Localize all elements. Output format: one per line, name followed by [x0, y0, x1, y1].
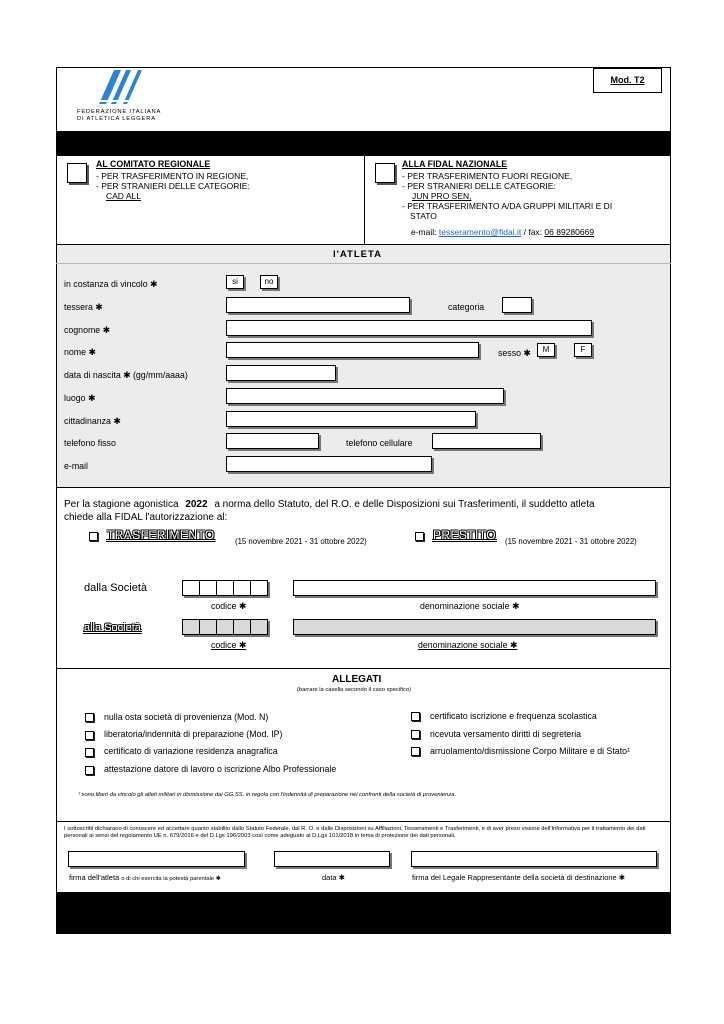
fax-label: / fax:	[523, 227, 543, 237]
season-text-request: chiede alla FIDAL l'autorizzazione al:	[64, 512, 228, 523]
mobile-label: telefono cellulare	[346, 438, 413, 448]
season-request-text	[64, 498, 664, 524]
federation-name	[77, 109, 161, 123]
to-code-label: codice ✱	[211, 640, 247, 650]
attachment-left-label-2: liberatoria/indennità di preparazione (Mod. IP)	[104, 729, 283, 739]
federation-line-1: FEDERAZIONE ITALIANA	[77, 109, 162, 115]
attachment-left-checkbox-3[interactable]	[85, 748, 94, 757]
date-label: data ✱	[322, 873, 345, 882]
regional-title: AL COMITATO REGIONALE	[96, 159, 211, 169]
from-society-label: dalla Società	[84, 582, 147, 594]
footer-band	[56, 892, 671, 934]
season-text-main: a norma dello Statuto, del R.O. e delle Disposizioni sui Trasferimenti, il suddetto atleta	[214, 499, 595, 510]
athlete-signature-text: firma dell'atleta	[69, 873, 120, 882]
to-society-label: alla Società	[84, 622, 141, 634]
regional-checkbox[interactable]	[67, 163, 87, 183]
attachment-right-label-2: ricevuta versamento diritti di segreteria	[430, 729, 582, 739]
athlete-signature-note: o di chi esercita la potestà parentale ✱	[121, 876, 221, 882]
section-divider-request	[56, 487, 671, 488]
from-society-name-field[interactable]	[293, 580, 656, 596]
transfer-dates: (15 novembre 2021 - 31 ottobre 2022)	[235, 537, 367, 546]
category-field[interactable]	[502, 297, 532, 313]
sex-male-checkbox[interactable]: M	[537, 343, 555, 357]
to-society-name-field[interactable]	[293, 619, 656, 635]
loan-checkbox[interactable]	[415, 532, 424, 541]
surname-field[interactable]	[226, 320, 592, 336]
attachment-right-checkbox-2[interactable]	[411, 730, 420, 739]
season-text-prefix: Per la stagione agonistica	[64, 499, 179, 510]
card-label: tessera ✱	[64, 302, 103, 312]
email-label: e-mail:	[411, 227, 437, 237]
athlete-email-label: e-mail	[64, 461, 88, 471]
destination-divider	[364, 156, 365, 244]
transfer-checkbox[interactable]	[89, 532, 98, 541]
regional-item-foreigners: - PER STRANIERI DELLE CATEGORIE:	[96, 181, 250, 191]
bond-label: in costanza di vincolo ✱	[64, 279, 158, 289]
date-field[interactable]	[274, 851, 390, 867]
attachments-footnote: ¹ sono liberi da vincolo gli atleti militari in dismissione dai GG.SS. in regola con l'indennità di preparazione nei confronti della società di provenienza.	[78, 792, 457, 798]
transfer-label: TRASFERIMENTO	[107, 528, 215, 542]
fidal-email-link[interactable]: tesseramento@fidal.it	[438, 227, 522, 237]
from-name-label: denominazione sociale ✱	[420, 601, 520, 611]
attachment-right-checkbox-1[interactable]	[411, 712, 420, 721]
regional-item-transfer: - PER TRASFERIMENTO IN REGIONE,	[96, 171, 249, 181]
phone-label: telefono fisso	[64, 438, 116, 448]
bond-no-checkbox[interactable]: no	[260, 275, 278, 289]
federation-line-2: DI ATLETICA LEGGERA	[77, 116, 156, 122]
birthplace-label: luogo ✱	[64, 393, 96, 403]
section-divider-signatures	[56, 821, 671, 822]
mobile-field[interactable]	[432, 433, 541, 449]
athlete-title-divider	[56, 263, 671, 264]
birthdate-field[interactable]	[226, 365, 336, 381]
birthdate-label: data di nascita ✱ (gg/mm/aaaa)	[64, 370, 188, 380]
citizenship-label: cittadinanza ✱	[64, 416, 121, 426]
representative-signature-label: firma del Legale Rappresentante della società di destinazione ✱	[412, 873, 626, 882]
national-title: ALLA FIDAL NAZIONALE	[402, 159, 508, 169]
attachment-right-checkbox-3[interactable]	[411, 747, 420, 756]
name-field[interactable]	[226, 342, 479, 358]
attachment-left-label-1: nulla osta società di provenienza (Mod. N)	[104, 712, 269, 722]
loan-label: PRESTITO	[433, 528, 496, 542]
name-label: nome ✱	[64, 347, 96, 357]
fax-number: 06 89280669	[544, 227, 595, 237]
loan-dates: (15 novembre 2021 - 31 ottobre 2022)	[505, 537, 637, 546]
attachment-left-checkbox-1[interactable]	[85, 713, 94, 722]
national-items	[402, 171, 612, 221]
regional-categories: CAD ALL	[106, 191, 141, 201]
citizenship-field[interactable]	[226, 411, 476, 427]
header-band	[56, 131, 671, 156]
representative-signature-field[interactable]	[411, 851, 657, 867]
bond-yes-checkbox[interactable]: si	[226, 275, 244, 289]
national-item-foreigners: - PER STRANIERI DELLE CATEGORIE:	[402, 181, 556, 191]
card-number-field[interactable]	[226, 297, 410, 313]
regional-items	[96, 171, 250, 201]
from-code-label: codice ✱	[211, 601, 247, 611]
attachment-left-checkbox-4[interactable]	[85, 766, 94, 775]
attachments-title: ALLEGATI	[332, 674, 382, 685]
attachment-left-label-3: certificato di variazione residenza anagrafica	[104, 746, 278, 756]
model-code: Mod. T2	[610, 75, 645, 85]
season-year: 2022	[185, 499, 208, 510]
athlete-email-field[interactable]	[226, 456, 432, 472]
athlete-signature-field[interactable]	[68, 851, 245, 867]
national-categories: JUN PRO SEN,	[412, 191, 472, 201]
national-item-state: STATO	[410, 211, 437, 221]
national-item-military: - PER TRASFERIMENTO A/DA GRUPPI MILITARI E DI	[402, 201, 613, 211]
attachments-subtitle: (barrare la casella secondo il caso specifico)	[297, 687, 412, 693]
category-label: categoria	[448, 302, 485, 312]
to-name-label: denominazione sociale ✱	[418, 640, 518, 650]
attachment-left-checkbox-2[interactable]	[85, 731, 94, 740]
model-box	[593, 68, 662, 93]
birthplace-field[interactable]	[226, 388, 504, 404]
from-society-code-cells[interactable]	[182, 580, 268, 596]
national-checkbox[interactable]	[375, 163, 395, 183]
attachment-left-label-4: attestazione datore di lavoro o iscrizione Albo Professionale	[104, 764, 337, 774]
attachment-right-label-3: arruolamento/dismissione Corpo Militare e di Stato¹	[430, 746, 630, 756]
section-divider-attachments	[56, 668, 671, 669]
sex-female-checkbox[interactable]: F	[574, 343, 592, 357]
fidal-logo	[95, 70, 147, 104]
surname-label: cognome ✱	[64, 325, 111, 335]
sex-label: sesso ✱	[498, 348, 531, 358]
athlete-signature-label	[69, 873, 221, 884]
national-item-transfer: - PER TRASFERIMENTO FUORI REGIONE,	[402, 171, 573, 181]
contact-line	[411, 227, 594, 237]
athlete-section-title: l'ATLETA	[333, 249, 382, 260]
fidal-logo-icon	[95, 70, 147, 104]
attachment-right-label-1: certificato iscrizione e frequenza scolastica	[430, 711, 597, 721]
privacy-declaration: I sottoscritti dichiarano di conoscere ed accettare quanto stabilito dallo Statuto Federale, dal R. O. e dalle Disposizioni su Affiliazioni, Tesseramenti e Trasferimenti, e di aver preso visione dell'Informativa per il trattamento dei dati personali ai sensi del regolamento UE n. 679/2016 e del D.Lgs 196/2003 così come adeguato al D.Lgs 101/2018 in tema di protezione dei dati personali.	[64, 826, 646, 839]
to-society-code-cells[interactable]	[182, 619, 268, 635]
phone-field[interactable]	[226, 433, 319, 449]
